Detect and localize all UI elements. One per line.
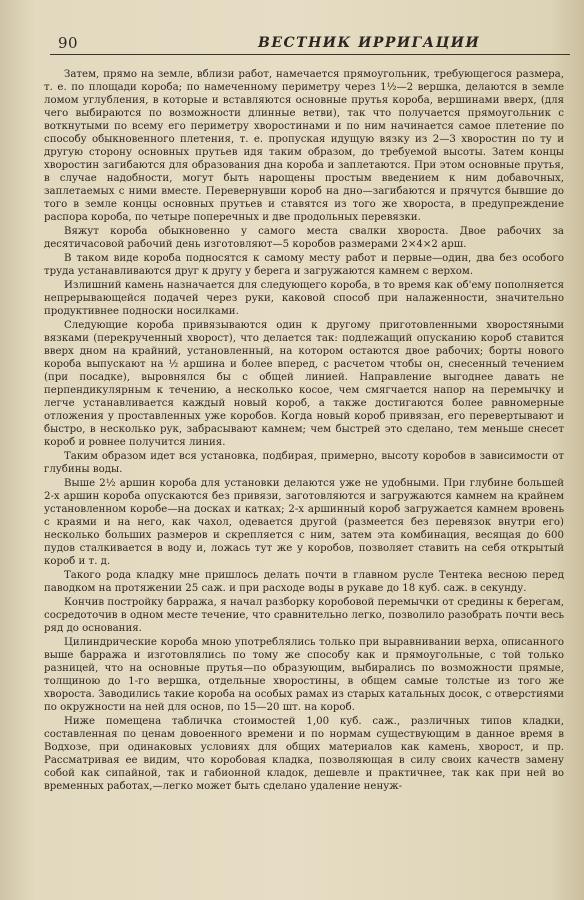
page-number: 90 — [58, 34, 79, 52]
paragraph-weaving-output: Вяжут короба обыкновенно у самого места свалки хвороста. Двое рабочих за десятичасовой рабочий день изготовляют—5 коробов размерами 2×4×2 арш. — [44, 226, 564, 250]
article-body — [44, 68, 564, 892]
paragraph-cylindrical-baskets: Цилиндрические короба мною употреблялись только при выравнивании верха, описанного выше барража и изготовлялись по тому же способу как и прямоугольные, с той только разницей, что на основные прутья—по образующим, выбирались по возможности прямые, толщиною до 1-го вершка, отдельные хворостины, в общем самые толстые из того же хвороста. Заводились такие короба на особых рамах из старых катальных досок, с отверстиями по окружности на ней для основ, по 15—20 шт. на короб. — [44, 637, 564, 713]
paragraph-installation: Таким образом идет вся установка, подбирая, примерно, высоту коробов в зависимости от глубины воды. — [44, 451, 564, 475]
page-header — [0, 30, 584, 56]
running-title: ВЕСТНИК ИРРИГАЦИИ — [258, 35, 481, 51]
paragraph-dismantling: Кончив постройку барража, я начал разборку коробовой перемычки от средины к берегам, сосредоточив в одном месте течение, что сравнительно легко, позволило разобрать почти весь ряд до основания. — [44, 597, 564, 634]
paragraph-excess-stone: Излишний камень назначается для следующего короба, в то время как об'ему пополняется непрерывающейся подачей через руки, каковой способ при налаженности, значительно продуктивнее подноски носилками. — [44, 280, 564, 317]
paragraph-tentek-river: Такого рода кладку мне пришлось делать почти в главном русле Тентека весною перед паводком на протяжении 25 саж. и при расходе воды в рукаве до 18 куб. саж. в секунду. — [44, 570, 564, 594]
header-rule — [50, 54, 570, 55]
paragraph-basket-weaving: Затем, прямо на земле, вблизи работ, намечается прямоугольник, требующегося размера, т. е. по площади короба; по намеченному периметру через 1½—2 вершка, делаются в земле ломом углубления, в которые и вставляются основные прутья короба, вершинами вверх, (для чего выбираются по возможности длинные ветви), так что получается прямоугольник с воткнутыми по всему его периметру хворостинами и по ним начинается самое плетение по способу обыкновенного плетения, т. е. пропуская идущую вязку из 2—3 хворостин по ту и другую сторону основных прутьев идя таким образом, до требуемой высоты. Затем концы хворостин загибаются для образования дна короба и заплетаются. При этом основные прутья, в случае надобности, могут быть нарощены простым введением к ним добавочных, заплетаемых с ними вместе. Перевернувши короб на дно—загибаются и прячутся бывшие до того в земле концы основных прутьев и ставятся из того же хвороста, в предупреждение распора короба, по четыре поперечных и две продольных перевязки. — [44, 69, 564, 223]
paragraph-first-baskets: В таком виде короба подносятся к самому месту работ и первые—один, два без особого труда устанавливаются друг к другу у берега и загружаются камнем с верхом. — [44, 253, 564, 277]
paragraph-deep-water: Выше 2½ аршин короба для установки делаются уже не удобными. При глубине большей 2-х аршин короба опускаются без привязи, заготовляются и загружаются камнем на крайнем установленном коробе—на досках и катках; 2-х аршинный короб загружается камнем вровень с краями и на него, как чахол, одевается другой (размеется без перевязок внутри его) несколько больших размеров и скрепляется с ним, затем эта комбинация, весящая до 600 пудов сталкивается в воду и, ложась тут же у коробов, позволяет ставить на себя открытый короб и т. д. — [44, 478, 564, 567]
paragraph-tying-baskets: Следующие короба привязываются один к другому приготовленными хворостяными вязками (перекрученный хворост), что делается так: подлежащий опусканию короб ставится вверх дном на крайний, установленный, на котором остаются двое рабочих; борты нового короба выпускают на ½ аршина и более вперед, с расчетом чтобы он, снесенный течением (при посадке), выровнялся бы с общей линией. Направление выгоднее давать не перпендикулярным к течению, а несколько косое, чем смягчается напор на перемычку и легче устанавливается каждый новый короб, а также достигаются более равномерные отложения у проставленных уже коробов. Когда новый короб привязан, его перевертывают и быстро, в несколько рук, забрасывают камнем; чем быстрей это сделано, тем меньше снесет короб и ровнее получится линия. — [44, 320, 564, 448]
paragraph-cost-table: Ниже помещена табличка стоимостей 1,00 куб. саж., различных типов кладки, составленная по ценам довоенного времени и по нормам существующим в данное время в Водхозе, при одинаковых условиях для общих материалов как камень, хворост, и пр. Рассматривая ее видим, что коробовая кладка, позволяющая в силу своих качеств замену собой как сипайной, так и габионной кладок, дешевле и практичнее, так как при ней во временных работах,—легко может быть сделано удаление ненуж- — [44, 716, 564, 792]
